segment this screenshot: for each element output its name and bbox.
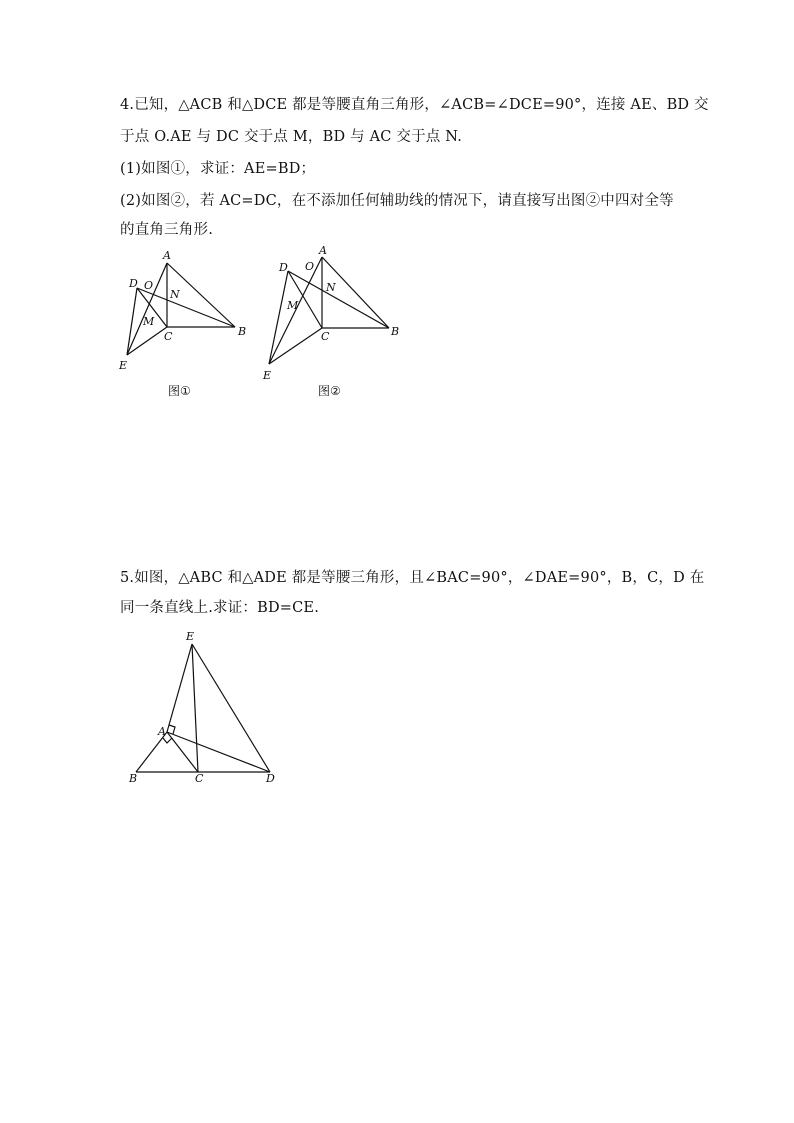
problem4-line-2: 于点 O.AE 与 DC 交于点 M，BD 与 AC 交于点 N. bbox=[120, 129, 463, 145]
label-c: C bbox=[321, 330, 330, 343]
label-b: B bbox=[391, 325, 400, 338]
problem5-line-2: 同一条直线上.求证：BD=CE. bbox=[120, 600, 320, 616]
label-n: N bbox=[326, 281, 336, 294]
figure-2-caption: 图② bbox=[318, 384, 341, 398]
figure-1 bbox=[110, 245, 260, 380]
segment-ec bbox=[192, 644, 198, 772]
label-d: D bbox=[129, 277, 138, 290]
label-m: M bbox=[287, 299, 299, 312]
problem4-line-5: 的直角三角形. bbox=[120, 222, 214, 238]
label-m: M bbox=[143, 315, 155, 328]
label-b: B bbox=[238, 325, 247, 338]
label-n: N bbox=[170, 288, 180, 301]
label-c: C bbox=[195, 772, 204, 785]
right-angle-mark-bac bbox=[163, 738, 172, 743]
figure-2-diagram bbox=[255, 240, 405, 380]
label-a: A bbox=[158, 725, 166, 738]
figure-2 bbox=[255, 240, 405, 380]
label-a: A bbox=[163, 249, 171, 262]
problem4-line-4: (2)如图②，若 AC=DC，在不添加任何辅助线的情况下，请直接写出图②中四对全等 bbox=[120, 193, 674, 209]
label-b: B bbox=[129, 772, 138, 785]
problem4-line-3: (1)如图①，求证：AE=BD； bbox=[120, 161, 316, 177]
label-e: E bbox=[186, 630, 195, 643]
figure-1-caption: 图① bbox=[168, 384, 191, 398]
problem4-line-1: 4.已知，△ACB 和△DCE 都是等腰直角三角形，∠ACB=∠DCE=90°，连接 AE、BD 交 bbox=[120, 97, 709, 113]
label-d: D bbox=[266, 772, 275, 785]
label-e: E bbox=[263, 369, 272, 382]
label-e: E bbox=[119, 359, 128, 372]
segment-de bbox=[269, 271, 288, 364]
segment-db bbox=[288, 271, 389, 328]
segment-ec bbox=[269, 328, 322, 364]
problem5-line-1: 5.如图，△ABC 和△ADE 都是等腰三角形，且∠BAC=90°，∠DAE=90°，B，C，D 在 bbox=[120, 570, 705, 586]
segment-ba bbox=[136, 732, 167, 772]
label-d: D bbox=[279, 261, 288, 274]
label-c: C bbox=[164, 330, 173, 343]
label-o: O bbox=[144, 279, 154, 292]
figure-3 bbox=[125, 625, 290, 790]
segment-ae bbox=[167, 644, 192, 732]
label-o: O bbox=[305, 260, 315, 273]
segment-ed bbox=[192, 644, 270, 772]
figure-1-diagram bbox=[110, 245, 260, 380]
label-a: A bbox=[319, 244, 327, 257]
figure-3-diagram bbox=[125, 625, 290, 790]
